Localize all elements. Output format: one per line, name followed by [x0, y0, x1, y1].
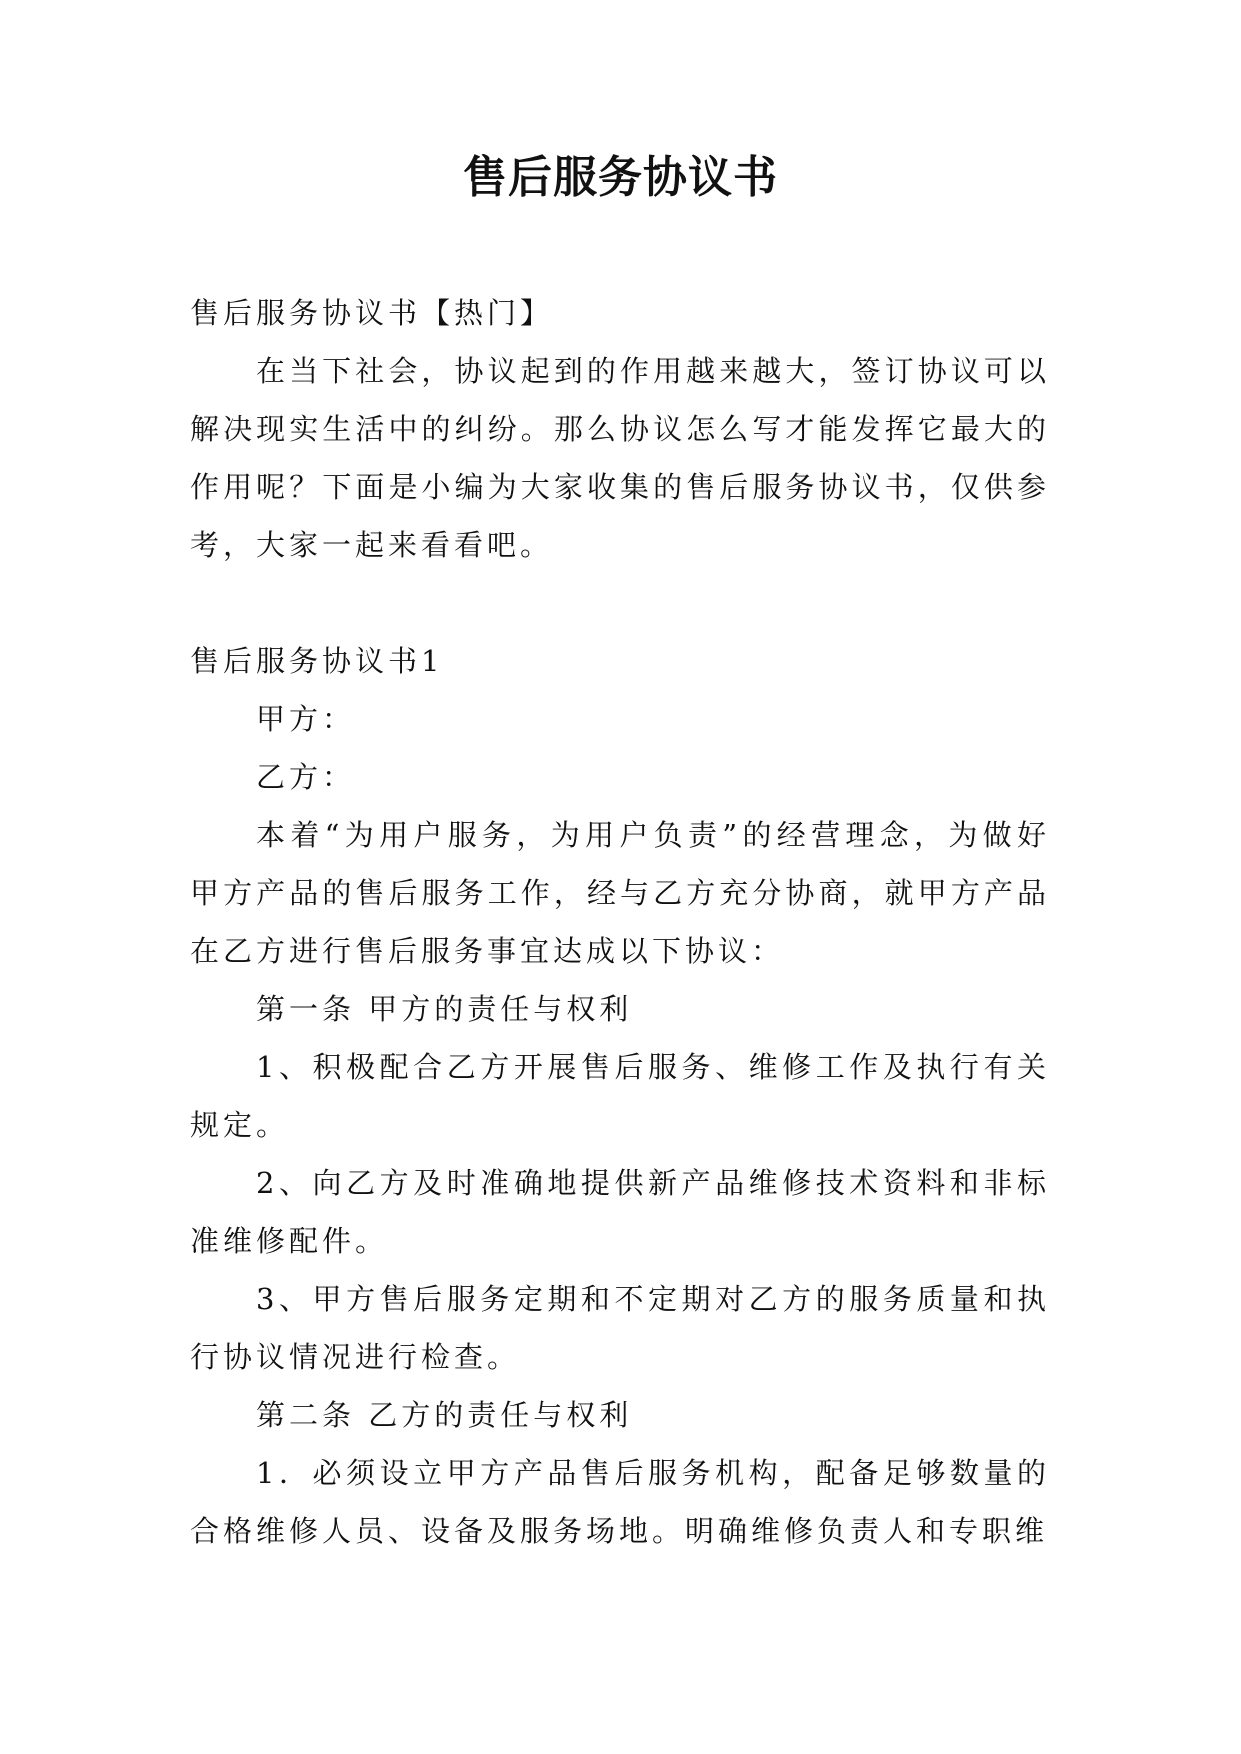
article-two-heading: 第二条 乙方的责任与权利 [256, 1398, 633, 1432]
document-body [190, 284, 1050, 1560]
article-one-heading: 第一条 甲方的责任与权利 [256, 992, 633, 1026]
preamble-paragraph: 本着“为用户服务，为用户负责”的经营理念，为做好甲方产品的售后服务工作，经与乙方充分协商，就甲方产品在乙方进行售后服务事宜达成以下协议： [190, 818, 1050, 968]
party-a-line: 甲方： [256, 702, 356, 736]
article-one-item-2: 2、向乙方及时准确地提供新产品维修技术资料和非标准维修配件。 [190, 1166, 1050, 1258]
party-b-line: 乙方： [256, 760, 356, 794]
intro-paragraph: 在当下社会，协议起到的作用越来越大，签订协议可以解决现实生活中的纠纷。那么协议怎么写才能发挥它最大的作用呢？下面是小编为大家收集的售后服务协议书，仅供参考，大家一起来看看吧。 [190, 354, 1050, 562]
article-two-item-1: 1．必须设立甲方产品售后服务机构，配备足够数量的合格维修人员、设备及服务场地。明确维修负责人和专职维 [190, 1456, 1050, 1548]
article-one-item-3: 3、甲方售后服务定期和不定期对乙方的服务质量和执行协议情况进行检查。 [190, 1282, 1050, 1374]
paragraph-spacer [190, 574, 1050, 632]
article-one-item-1: 1、积极配合乙方开展售后服务、维修工作及执行有关规定。 [190, 1050, 1050, 1142]
page-title: 售后服务协议书 [463, 152, 778, 203]
subtitle-heading: 售后服务协议书【热门】 [190, 296, 554, 330]
section-heading: 售后服务协议书1 [190, 644, 444, 678]
